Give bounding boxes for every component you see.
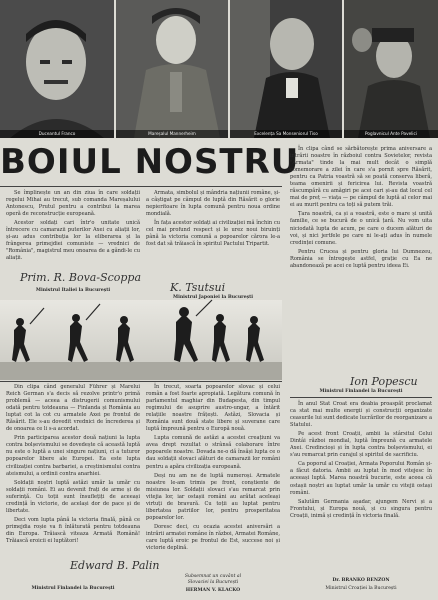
paragraph: Armata, simbolul și mândria națiunii române, și-a câștigat pe câmpul de luptă din Răsărit o glorie nepieritoare în lupta comună pentru noua ordine mondială. xyxy=(146,190,280,218)
section-divider-right xyxy=(290,397,432,398)
portrait-mannerheim-image xyxy=(116,0,228,138)
paragraph: Se împlinește un an din ziua în care soldații regelui Mihai au trecut, sub comanda Mareșalului Antonescu, Prutul pentru a contribui la marea operă de reconstrucție europeană. xyxy=(6,190,140,218)
soldiers-illustration xyxy=(0,300,282,380)
section-divider xyxy=(0,381,282,382)
paragraph: În trecut, soarta popoarelor slovac și celui român a fost foarte apropiată. Legătura comună în parlamentul maghiar din Budapesta, din timpul regimului de asuprire austro-ungar, a întărit relațiile noastre frățești. Astăzi, Slovacia și România sunt două state libere și suverane care luptă împreună pentru o Europă nouă. xyxy=(146,384,280,433)
portrait-tiso-image xyxy=(230,0,342,138)
paragraph: Pentru Crucea și pentru gloria lui Dumnezeu, România se întregește astfel, grație cu Ea ne abandonează pe acei ce luptă pentru ideea Ei. xyxy=(290,248,432,269)
signature-italy: Prim. R. Bova-Scoppa xyxy=(20,271,142,284)
column-croatia xyxy=(290,401,432,571)
signature-note-slovakia: Subsemnat un cuvânt al Slovaciei la București xyxy=(184,574,242,585)
paragraph: Lupta comună de astăzi a acestei creațiuni va avea drept rezultat o strânsă colaborare între popoarele noastre. Dovada ne-o dă însăși lupta ce o dau soldații slovaci alături de camarazii lor români pentru a apăra civilizația europeană. xyxy=(146,435,280,470)
soldiers-marching-image xyxy=(0,300,282,380)
photo-caption: Mareșalul Mannerheim xyxy=(116,130,228,138)
signature-caption-finland: Ministrul Finlandei la București xyxy=(31,586,115,591)
portrait-franco xyxy=(0,0,114,138)
paragraph: Salutăm Germania așadar, ajungem Nervi și a Frontului, și Europa nouă, și cu singura pentru Croații, inimă și credință în victoria finală. xyxy=(290,498,432,519)
signature-japan: K. Tsutsui xyxy=(170,281,226,294)
column-right-top xyxy=(290,146,432,374)
paragraph: Pe acest front Croații, ambii la stârsitul Celui Dintâi război mondial, luptă împreună cu armatele Axei. Credincioși și în lupta contra bolșevismului, ei s'au remarcat prin curajul și spiritul de sacrificiu. xyxy=(290,431,432,459)
headline-rule xyxy=(0,186,282,187)
photo-caption: Duceantul Franco xyxy=(0,130,114,138)
photo-caption: Excelența Sa Monseniorul Tiso xyxy=(230,130,342,138)
column-japan xyxy=(146,190,280,282)
page-headline: BOIUL NOSTRU xyxy=(0,142,300,182)
signature-caption-right-top: Ministrul Finlandei la București xyxy=(319,389,403,394)
portrait-mannerheim xyxy=(116,0,228,138)
portrait-pavelici-image xyxy=(344,0,438,138)
paragraph: Deci vom lupta până la victoria finală, până ce primejdia roșie va fi înlăturată pentru totdeauna din Europa. Trăiască viteaza Armată Română! Trăiască eroicii ei luptători! xyxy=(6,516,140,544)
paragraph: Deși nu am ne de luptă numeroși. Armatele noastre le-am trimis pe front, conștiente de misiunea lor. Soldații slovaci s'au remarcat prin vitejia lor, iar ostașii români au arătat aceleași virtuți de bravură. Cu toții au luptat pentru libertatea patriilor lor, pentru prosperitatea popoarelor lor. xyxy=(146,472,280,521)
column-finland xyxy=(6,384,140,554)
portrait-pavelici xyxy=(344,0,438,138)
paragraph: Doresc deci, cu ocazia acestei aniversări a intrării armatei române în război, Armatei Române, care luptă eroic pe frontul de Est, succese noi și victorie deplină. xyxy=(146,523,280,552)
signature-caption-slovakia: HERMAN V. KLACKO xyxy=(185,588,241,593)
paragraph: În fața acestor soldați ai civilizației mă închin cu cel mai profund respect și le urez noui biruinți până la victoria comună a popoarelor cărora le-a fost dat să trăiască în spiritul Pactului Tripartit. xyxy=(146,220,280,248)
photo-caption: Poglavnicul Ante Pavelici xyxy=(344,130,438,138)
signature-right-top: Ion Popescu xyxy=(350,375,418,388)
paragraph: Ca poporul al Croației, Armata Poporului Român și-a făcut datoria. Ambii au luptat în mod vitejesc în aceeași luptă. Marea noastră bucurie, este aceea că ostașii noștri au luptat umăr la umăr cu vitejii ostași români. xyxy=(290,461,432,496)
paragraph: În anul Stat Croat era deabia proaspăt proclamat ca stat mai multe energii și construcții organizate ceasurile lui sunt dedicate lucrărilor de reorganizare a Statului. xyxy=(290,401,432,429)
paragraph: În clipa când se sărbătorește prima aniversare a intrării noastre în războiul contra Sovietelor, revista "Armata" tinde la mai mult decât o simplă comemorare a zilei în care s'a pornit spre Răsărit, pentru ca Patria voastră să se poată conserva liberă, teama omenirii și fericirea lui. Revista voastră răscumpără cu amăgiri pe acei cari și-au dat locul cel mai de preț — viața — pe câmpul de luptă al celor mai ei au murit pentru ca toți să putem trăi. xyxy=(290,146,432,209)
signature-name-croatia: Dr. BRANKO BENZON xyxy=(332,578,390,583)
portrait-franco-image xyxy=(0,0,114,138)
paragraph: Acestor soldați cari într'o unitate unică întrecere cu camarazii puterilor Axei cu aliații lor, și-au adus contribuția lor la eliberarea și la frângerea primejdiei comuniste — vrednici de "România", magistrul meu onoarea de a gândi-le cu aliații. xyxy=(6,220,140,262)
paragraph: Soldații noștri luptă astăzi umăr la umăr cu soldații români. Ei au devenit frați de arme și de suferință. Cu toții sunt însuflețiți de aceeași credință în victorie, de același dor de pace și de libertate. xyxy=(6,479,140,514)
signature-caption-japan: Ministrul Japoniei la București xyxy=(173,295,253,300)
signature-caption-croatia: Ministrul Croației la București xyxy=(325,586,397,591)
signature-caption-italy: Ministrul Italiei la București xyxy=(35,288,111,293)
paragraph: Țara noastră, ca și a voastră, este o mare și unită familie, ce se bucură de o unică țară. Nu vom uita niciodată lupta de acum, pe care o ducem alături de voi, și nici jertfele pe care ni le-ați adus în numele credinței comune. xyxy=(290,211,432,246)
paragraph: Din clipa când generalul Führer și Marelui Reich German s'a decis să rezolve printr'o primă problemă — aceea a distrugerii comunismului odată pentru totdeauna — Finlanda și România au luptat cot la cot cu armatele Axei pe frontul de Răsărit. Ele s-au dovedit vrednici de încrederea și de onoarea ce li s-a acordat. xyxy=(6,384,140,433)
signature-finland: Edward B. Palin xyxy=(70,559,160,572)
column-slovakia xyxy=(146,384,280,570)
paragraph: Prin participarea acestor două națiuni la lupta contra bolșevismului se dovedește că această luptă nu este o luptă a unei singure națiuni, ci a tuturor popoarelor libere ale Europei. Ea este lupta civilizației contra barbariei, a creștinismului contra ateismului, a ordinii contra anarhiei. xyxy=(6,435,140,477)
portrait-tiso xyxy=(230,0,342,138)
column-italy xyxy=(6,190,140,268)
